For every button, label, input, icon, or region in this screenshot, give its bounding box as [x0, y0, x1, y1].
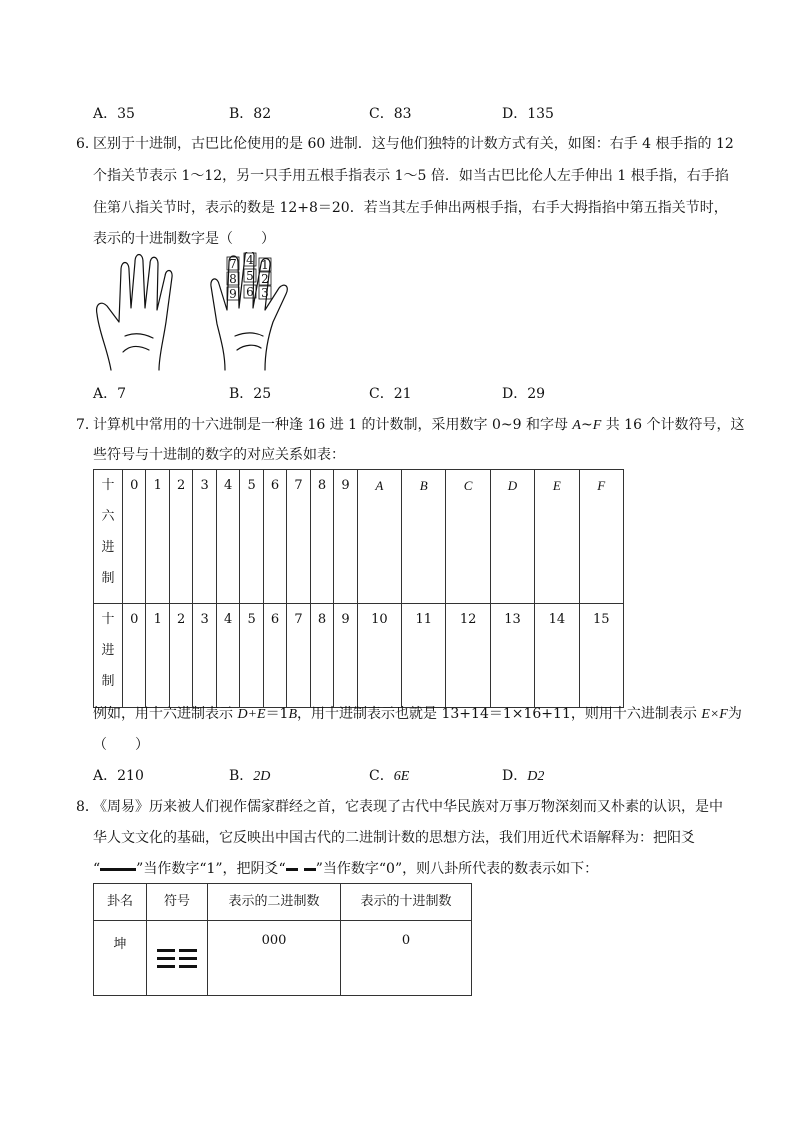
hex-decimal-table [93, 469, 624, 708]
kun-trigram-icon [152, 933, 202, 973]
table-cell: 10 [357, 604, 401, 708]
q6-line-3: 住第八指关节时，表示的数是 12+8＝20．若当其左手伸出两根手指，右手大拇指掐中第五指关节时， [93, 200, 728, 216]
yang-yao-symbol [100, 868, 136, 871]
binary-value: 000 [208, 921, 341, 996]
table-cell: C [446, 470, 490, 604]
q7-option-d: D．D2 [502, 768, 545, 784]
yin-yao-symbol-right [304, 868, 316, 871]
table-cell: 1 [146, 470, 169, 604]
trigram-name: 坤 [94, 921, 147, 996]
q7-option-b: B．2D [229, 768, 271, 784]
q6-number: 6． [76, 136, 99, 152]
q7-line-1: 计算机中常用的十六进制是一种逢 16 进 1 的计数制，采用数字 0~9 和字母 A~F 共 16 个计数符号，这 [93, 417, 745, 433]
q8-line-2: 华人文文化的基础，它反映出中国古代的二进制计数的思想方法，我们用近代术语解释为：把阳爻 [93, 830, 695, 846]
left-hand-icon [97, 255, 172, 371]
table-cell: 0 [123, 604, 146, 708]
q5-option-a: A．35 [93, 106, 135, 122]
column-header-name: 卦名 [94, 884, 147, 921]
finger-number-4: 4 [246, 253, 254, 267]
q7-option-a: A．210 [93, 768, 144, 784]
column-header-binary: 表示的二进制数 [208, 884, 341, 921]
q6-line-2: 个指关节表示 1～12，另一只手用五根手指表示 1～5 倍．如当古巴比伦人左手伸出 1 根手指，右手掐 [93, 168, 729, 184]
column-header-symbol: 符号 [147, 884, 208, 921]
table-cell: 13 [490, 604, 534, 708]
q6-option-a: A．7 [93, 386, 127, 402]
table-cell: 14 [535, 604, 579, 708]
trigram-table [93, 883, 472, 996]
table-cell: 11 [402, 604, 446, 708]
table-cell: 15 [579, 604, 623, 708]
table-cell: 2 [169, 470, 192, 604]
table-cell: 3 [193, 604, 216, 708]
table-row [94, 470, 624, 604]
table-cell: 2 [169, 604, 192, 708]
q8-number: 8． [76, 799, 99, 815]
q6-option-d: D．29 [502, 386, 546, 402]
table-cell: 8 [310, 604, 333, 708]
q7-line-2: 些符号与十进制的数字的对应关系如表： [93, 447, 345, 463]
table-cell: 12 [446, 604, 490, 708]
table-cell: 1 [146, 604, 169, 708]
table-cell: E [535, 470, 579, 604]
table-row [94, 604, 624, 708]
table-cell: 6 [263, 470, 286, 604]
table-cell: 9 [334, 604, 357, 708]
table-cell: 4 [216, 604, 239, 708]
decimal-value: 0 [341, 921, 472, 996]
table-cell: 6 [263, 604, 286, 708]
hands-illustration [93, 252, 303, 374]
q6-option-c: C．21 [369, 386, 412, 402]
trigram-symbol [147, 921, 208, 996]
q5-option-d: D．135 [502, 106, 554, 122]
q6-line-4: 表示的十进制数字是（ ） [93, 231, 275, 247]
column-header-decimal: 表示的十进制数 [341, 884, 472, 921]
table-cell: B [402, 470, 446, 604]
table-cell: 3 [193, 470, 216, 604]
finger-number-9: 9 [229, 287, 237, 301]
q7-option-c: C．6E [369, 768, 410, 784]
finger-number-5: 5 [246, 269, 254, 283]
q7-example-line: 例如，用十六进制表示 D+E＝1B，用十进制表示也就是 13+14＝1×16+11，则用十六进制表示 E×F为 [93, 706, 742, 722]
table-cell: F [579, 470, 623, 604]
q6-line-1: 区别于十进制，古巴比伦使用的是 60 进制．这与他们独特的计数方式有关，如图：右手 4 根手指的 12 [93, 136, 734, 152]
q6-option-b: B．25 [229, 386, 272, 402]
table-cell: A [357, 470, 401, 604]
table-cell: 5 [240, 470, 263, 604]
finger-number-1: 1 [261, 258, 269, 272]
table-cell: 0 [123, 470, 146, 604]
table-row [94, 921, 472, 996]
q7-number: 7． [76, 417, 99, 433]
q5-option-b: B．82 [229, 106, 272, 122]
table-cell: 5 [240, 604, 263, 708]
hex-row-header: 十 六 进 制 [94, 470, 123, 604]
table-cell: 7 [287, 470, 310, 604]
table-cell: 9 [334, 470, 357, 604]
decimal-row-header: 十 进 制 [94, 604, 123, 708]
finger-number-2: 2 [261, 272, 269, 286]
yin-yao-symbol-left [286, 868, 298, 871]
table-cell: 4 [216, 470, 239, 604]
table-cell: D [490, 470, 534, 604]
q8-line-3: “ ”当作数字“1”，把阴爻“ ”当作数字“0”，则八卦所代表的数表示如下： [93, 861, 599, 877]
q5-option-c: C．83 [369, 106, 412, 122]
finger-number-8: 8 [229, 272, 237, 286]
finger-number-3: 3 [261, 286, 269, 300]
q8-line-1: 《周易》历来被人们视作儒家群经之首，它表现了古代中华民族对万事万物深刻而又朴素的认识，是中 [93, 799, 723, 815]
finger-number-7: 7 [229, 257, 237, 271]
table-cell: 8 [310, 470, 333, 604]
table-cell: 7 [287, 604, 310, 708]
finger-number-6: 6 [246, 285, 254, 299]
q7-paren: （ ） [93, 737, 149, 753]
table-header-row [94, 884, 472, 921]
